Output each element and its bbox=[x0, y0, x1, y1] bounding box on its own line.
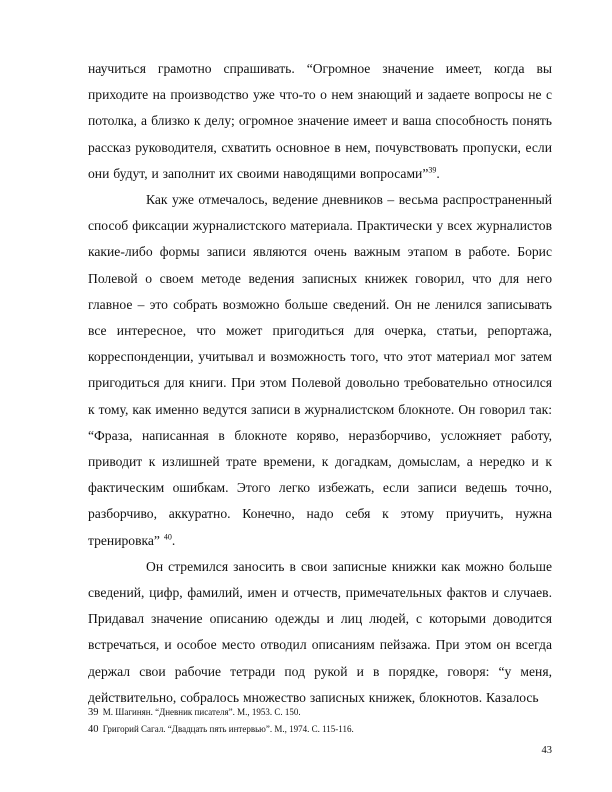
paragraph-3-text: Он стремился заносить в свои записные книжки как можно больше сведений, цифр, фамилий, имен и отчеств, примечательных фактов и случаев. Придавал значение описанию одежды и лиц людей, с которыми доводится встречаться, и особое место отводил описаниям пейзажа. При этом он всегда держал свои рабочие тетради под рукой и в порядке, говоря: “у меня, действительно, собралось множество записных книжек, блокнотов. Казалось bbox=[88, 558, 552, 705]
footnote-40 bbox=[88, 721, 552, 738]
footnote-text: Григорий Сагал. “Двадцать пять интервью”. М., 1974. С. 115-116. bbox=[102, 724, 354, 734]
footnote-text: М. Шагинян. “Дневник писателя”. М., 1953. С. 150. bbox=[102, 707, 301, 717]
paragraph-2 bbox=[88, 187, 552, 554]
footnote-ref-40[interactable]: 40 bbox=[163, 532, 172, 542]
paragraph-2-end: . bbox=[171, 532, 176, 548]
paragraph-2-text: Как уже отмечалось, ведение дневников – весьма распространенный способ фиксации журналистского материала. Практически у всех журналистов какие-либо формы записи являются очень важным этапом в работе. Борис Полевой о своем методе ведения записных книжек говорил, что для него главное – это собрать возможно больше сведений. Он не ленился записывать все интересное, что может пригодиться для очерка, статьи, репортажа, корреспонденции, учитывал и возможность того, что этот материал мог затем пригодиться для книги. При этом Полевой довольно требовательно относился к тому, как именно ведутся записи в журналистском блокноте. Он говорил так: “Фраза, написанная в блокноте коряво, неразборчиво, усложняет работу, приводит к излишней трате времени, к догадкам, домыслам, а нередко и к фактическим ошибкам. Этого легко избежать, если записи ведешь точно, разборчиво, аккуратно. Конечно, надо себя к этому приучить, нужна тренировка” bbox=[88, 192, 552, 548]
paragraph-3 bbox=[88, 554, 552, 711]
footnote-ref-39[interactable]: 39 bbox=[428, 165, 437, 175]
footnote-number: 39 bbox=[88, 707, 99, 718]
paragraph-1 bbox=[88, 56, 552, 187]
page-number: 43 bbox=[541, 745, 552, 756]
paragraph-1-end: . bbox=[436, 165, 440, 181]
paragraph-1-text: научиться грамотно спрашивать. “Огромное значение имеет, когда вы приходите на производство уже что-то о нем знающий и задаете вопросы не с потолка, а близко к делу; огромное значение имеет и ваша способность понять рассказ руководителя, схватить основное в нем, почувствовать пропуски, если они будут, и заполнит их своими наводящими вопросами” bbox=[88, 61, 552, 181]
footnote-39 bbox=[88, 704, 552, 721]
footnotes bbox=[88, 704, 552, 738]
body-text bbox=[88, 56, 552, 711]
footnote-number: 40 bbox=[88, 724, 99, 735]
